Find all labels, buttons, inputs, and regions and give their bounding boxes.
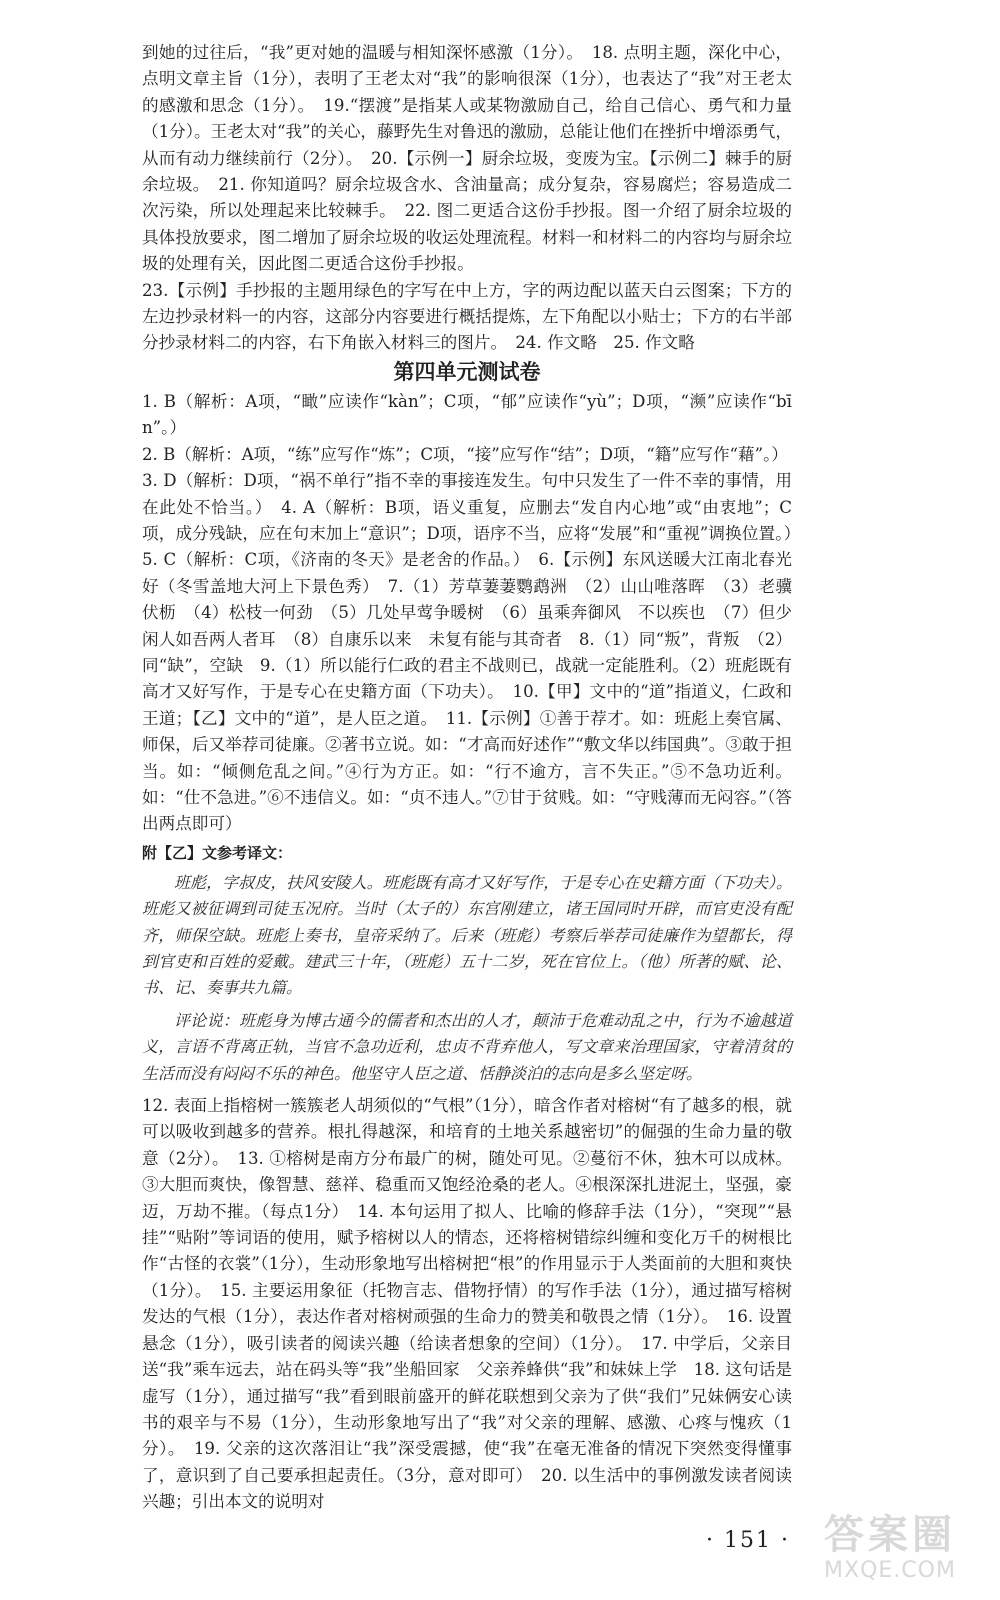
answer-page	[142, 40, 809, 1516]
page-number: · 151 ·	[706, 1528, 790, 1553]
answer-paragraph: 23.【示例】手抄报的主题用绿色的字写在中上方，字的两边配以蓝天白云图案；下方的左边抄录材料一的内容，这部分内容要进行概括提炼，左下角配以小贴士；下方的右半部分抄录材料二的内容，右下角嵌入材料三的图片。 24. 作文略 25. 作文略	[142, 280, 792, 353]
appendix-label: 附【乙】文参考译文：	[142, 843, 293, 862]
watermark-url: MXQE.COM	[824, 1558, 956, 1583]
bottom-answers-section	[142, 1093, 792, 1516]
answer-item: 3. D（解析：D项，“祸不单行”指不幸的事接连发生。句中只发生了一件不幸的事情，用在此处不恰当。） 4. A（解析：B项，语义重复，应删去“发自内心地”或“由衷地”；C项，成分残缺，应在句末加上“意识”；D项，语序不当，应将“发展”和“重视”调换位置。） 5. C（解析：C项，《济南的冬天》是老舍的作品。） 6.【示例】东风送暖大江南北春光好（冬雪盖地大河上下景色秀） 7.（1）芳草萋萋鹦鹉洲 （2）山山唯落晖 （3）老骥伏枥 （4）松枝一何劲 （5）几处早莺争暖树 （6）虽乘奔御风 不以疾也 （7）但少闲人如吾两人者耳 （8）自康乐以来 未复有能与其奇者 8.（1）同“叛”，背叛 （2）同“缺”，空缺 9.（1）所以能行仁政的君主不战则已，战就一定能胜利。（2）班彪既有高才又好写作，于是专心在史籍方面（下功夫）。 10.【甲】文中的“道”指道义，仁政和王道；【乙】文中的“道”，是人臣之道。 11.【示例】①善于荐才。如：班彪上奏官属、师保，后又举荐司徒廉。②著书立说。如：“才高而好述作”“敷文华以纬国典”。③敢于担当。如：“倾侧危乱之间。”④行为方正。如：“行不逾方，言不失正。”⑤不急功近利。如：“仕不急进。”⑥不违信义。如：“贞不违人。”⑦甘于贫贱。如：“守贱薄而无闷容。”（答出两点即可）	[142, 471, 809, 834]
site-watermark	[790, 1512, 990, 1592]
answer-paragraph: 到她的过往后，“我”更对她的温暖与相知深怀感激（1分）。 18. 点明主题，深化中心，点明文章主旨（1分），表明了王老太对“我”的影响很深（1分），也表达了“我”对王老太的感激和思念（1分）。 19.“摆渡”是指某人或某物激励自己，给自己信心、勇气和力量（1分）。王老太对“我”的关心，藤野先生对鲁迅的激励，总能让他们在挫折中增添勇气，从而有动力继续前行（2分）。 20.【示例一】厨余垃圾，变废为宝。【示例二】棘手的厨余垃圾。 21. 你知道吗？厨余垃圾含水、含油量高；成分复杂，容易腐烂；容易造成二次污染，所以处理起来比较棘手。 22. 图二更适合这份手抄报。图一介绍了厨余垃圾的具体投放要求，图二增加了厨余垃圾的收运处理流程。材料一和材料二的内容均与厨余垃圾的处理有关，因此图二更适合这份手抄报。	[142, 43, 792, 274]
answer-item: 2. B（解析：A项，“练”应写作“炼”；C项，“接”应写作“结”；D项，“籍”应写作“藉”。）	[142, 444, 789, 464]
section-title: 第四单元测试卷	[393, 359, 541, 384]
watermark-logo-text: 答案圈	[824, 1512, 956, 1558]
translation-paragraph: 班彪，字叔皮，扶风安陵人。班彪既有高才又好写作，于是专心在史籍方面（下功夫）。班彪又被征调到司徒玉况府。当时（太子的）东宫刚建立，诸王国同时开辟，而官吏没有配齐，师保空缺。班彪上奏书，皇帝采纳了。后来（班彪）考察后举荐司徒廉作为望都长，得到官吏和百姓的爱戴。建武三十年，（班彪）五十二岁，死在官位上。（他）所著的赋、论、书、记、奏事共九篇。	[142, 872, 792, 998]
translation-section	[142, 870, 792, 1087]
top-answers-section	[142, 40, 792, 357]
answer-paragraph: 12. 表面上指榕树一簇簇老人胡须似的“气根”（1分），暗含作者对榕树“有了越多的根，就可以吸收到越多的营养。根扎得越深，和培育的土地关系越密切”的倔强的生命力量的敬意（2分）。 13. ①榕树是南方分布最广的树，随处可见。②蔓衍不休，独木可以成林。③大胆而爽快，像智慧、慈祥、稳重而又饱经沧桑的老人。④根深深扎进泥土，坚强，豪迈，万劫不摧。（每点1分） 14. 本句运用了拟人、比喻的修辞手法（1分），“突现”“悬挂”“贴附”等词语的使用，赋予榕树以人的情态，还将榕树错综纠缠和变化万千的树根比作“古怪的衣裳”（1分），生动形象地写出榕树把“根”的作用显示于人类面前的大胆和爽快（1分）。 15. 主要运用象征（托物言志、借物抒情）的写作手法（1分），通过描写榕树发达的气根（1分），表达作者对榕树顽强的生命力的赞美和敬畏之情（1分）。 16. 设置悬念（1分），吸引读者的阅读兴趣（给读者想象的空间）（1分）。 17. 中学后，父亲目送“我”乘车远去，站在码头等“我”坐船回家 父亲养蜂供“我”和妹妹上学 18. 这句话是虚写（1分），通过描写“我”看到眼前盛开的鲜花联想到父亲为了供“我们”兄妹俩安心读书的艰辛与不易（1分），生动形象地写出了“我”对父亲的理解、感激、心疼与愧疚（1分）。 19. 父亲的这次落泪让“我”深受震撼，使“我”在毫无准备的情况下突然变得懂事了，意识到了自己要承担起责任。（3分，意对即可） 20. 以生活中的事例激发读者阅读兴趣；引出本文的说明对	[142, 1096, 792, 1512]
translation-paragraph: 评论说：班彪身为博古通今的儒者和杰出的人才，颠沛于危难动乱之中，行为不逾越道义，言语不背离正轨，当官不急功近利，忠贞不背弃他人，写文章来治理国家，守着清贫的生活而没有闷闷不乐的神色。他坚守人臣之道、恬静淡泊的志向是多么坚定呀。	[142, 1010, 792, 1083]
unit-four-answers	[142, 389, 809, 838]
answer-item: 1. B（解析：A项，“瞰”应读作“kàn”；C项，“郁”应读作“yù”；D项，“濒”应读作“bīn”。）	[142, 391, 792, 438]
